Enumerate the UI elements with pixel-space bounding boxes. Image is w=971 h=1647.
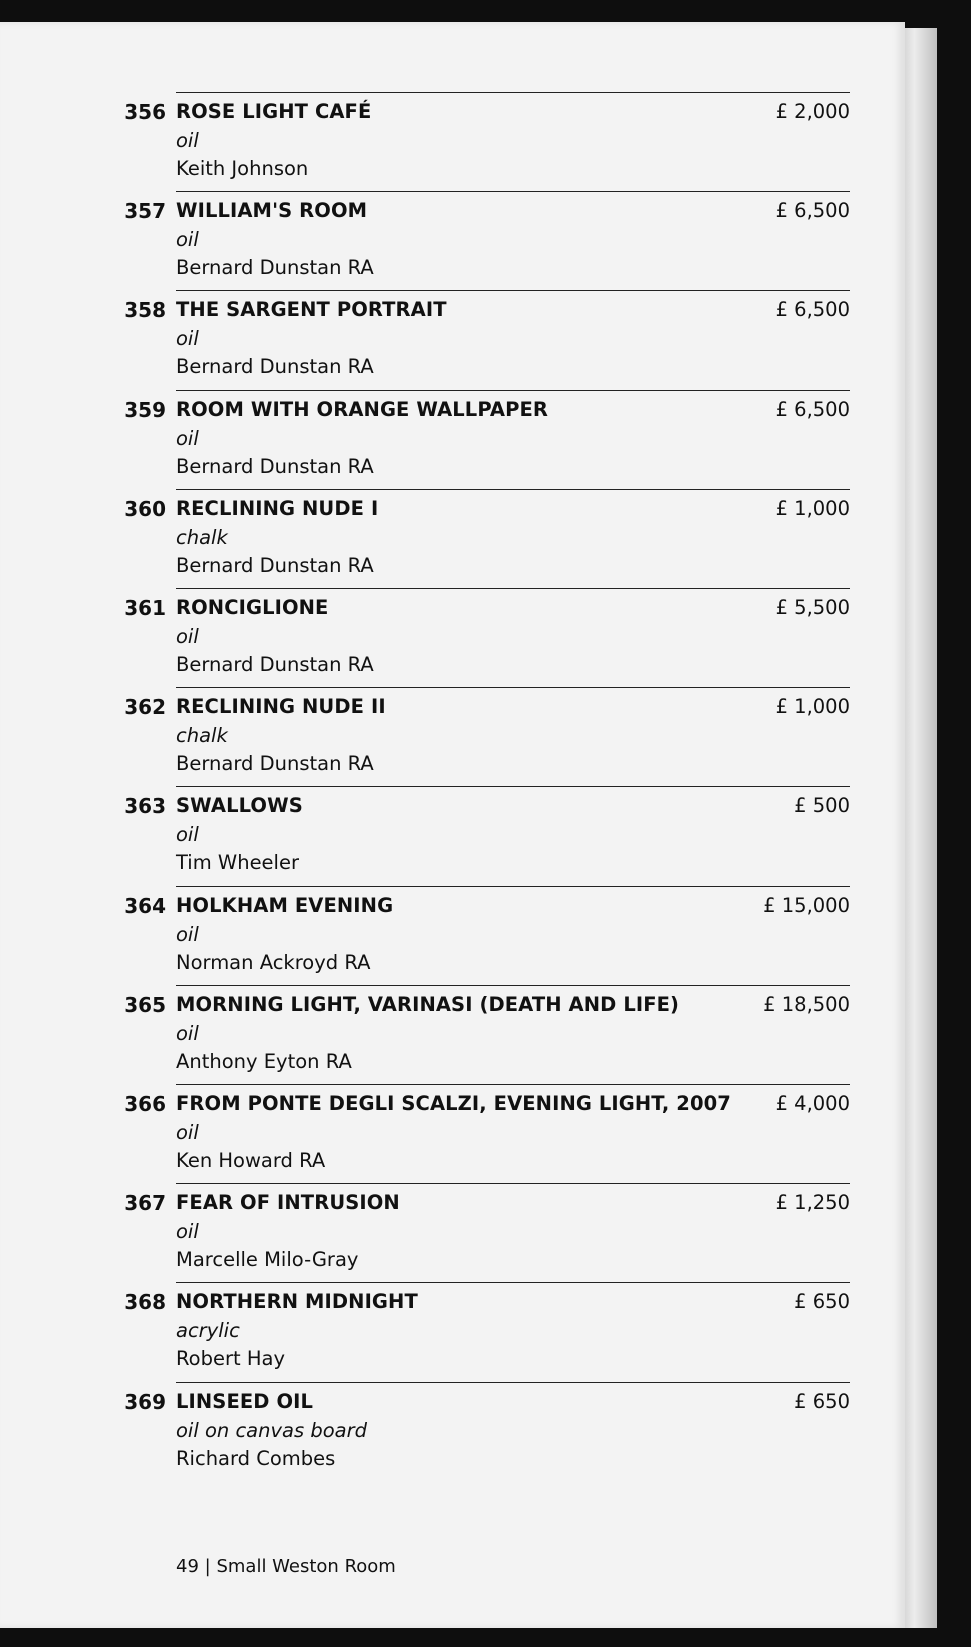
entry-rule — [176, 1382, 850, 1383]
entry-price: £ 2,000 — [775, 100, 850, 123]
entry-artist: Richard Combes — [176, 1446, 336, 1470]
entry-artist: Bernard Dunstan RA — [176, 653, 374, 676]
entry-price: £ 6,500 — [775, 199, 850, 223]
entry-number: 356 — [124, 100, 166, 124]
entry-number: 369 — [124, 1389, 166, 1414]
catalogue-entry — [0, 1382, 905, 1481]
entry-number: 367 — [124, 1191, 166, 1216]
entry-title: FEAR OF INTRUSION — [176, 1191, 400, 1215]
entry-artist: Robert Hay — [176, 1347, 285, 1371]
entry-medium: oil — [176, 625, 199, 648]
entry-number: 365 — [124, 992, 166, 1017]
entry-rule — [176, 1282, 850, 1283]
entry-title: RECLINING NUDE I — [176, 496, 379, 520]
catalogue-entry — [0, 489, 905, 588]
entry-medium: acrylic — [176, 1319, 240, 1343]
entry-title: SWALLOWS — [176, 794, 303, 818]
entry-price: £ 18,500 — [763, 992, 850, 1016]
entry-rule — [176, 985, 850, 986]
entry-rule — [176, 489, 850, 490]
entry-title: RECLINING NUDE II — [176, 695, 386, 719]
entry-rule — [176, 886, 850, 887]
entry-price: £ 1,250 — [775, 1191, 850, 1215]
page-edge — [905, 28, 937, 1628]
entry-rule — [176, 687, 850, 688]
page-footer — [176, 1556, 396, 1577]
entry-number: 359 — [124, 397, 166, 422]
entry-artist: Tim Wheeler — [176, 851, 299, 875]
page-number: 49 — [176, 1556, 199, 1577]
catalogue-entry — [0, 92, 905, 191]
entry-medium: oil — [176, 426, 199, 450]
catalogue-entry — [0, 390, 905, 489]
entry-rule — [176, 1183, 850, 1184]
entry-medium: oil — [176, 327, 199, 351]
entry-title: FROM PONTE DEGLI SCALZI, EVENING LIGHT, 2007 — [176, 1092, 731, 1115]
catalogue-page — [0, 22, 905, 1628]
entry-price: £ 15,000 — [763, 893, 850, 917]
entry-artist: Bernard Dunstan RA — [176, 752, 374, 776]
entry-number: 368 — [124, 1290, 166, 1315]
entry-number: 360 — [124, 496, 166, 521]
catalogue-entry — [0, 1282, 905, 1381]
entry-medium: chalk — [176, 525, 228, 549]
entry-medium: oil — [176, 1021, 199, 1045]
entry-price: £ 4,000 — [775, 1092, 850, 1115]
entry-artist: Anthony Eyton RA — [176, 1049, 352, 1073]
entry-price: £ 650 — [794, 1290, 850, 1314]
catalogue-entry — [0, 985, 905, 1084]
entry-artist: Ken Howard RA — [176, 1149, 326, 1172]
entry-medium: oil — [176, 228, 199, 252]
entry-artist: Norman Ackroyd RA — [176, 950, 371, 974]
entry-title: MORNING LIGHT, VARINASI (DEATH AND LIFE) — [176, 992, 680, 1016]
entry-price: £ 6,500 — [775, 298, 850, 322]
entry-title: NORTHERN MIDNIGHT — [176, 1290, 418, 1314]
entry-price: £ 650 — [794, 1389, 850, 1413]
entry-title: THE SARGENT PORTRAIT — [176, 298, 447, 322]
entry-number: 366 — [124, 1092, 166, 1116]
footer-separator: | — [204, 1556, 211, 1577]
entry-artist: Bernard Dunstan RA — [176, 454, 374, 478]
catalogue-entry — [0, 191, 905, 290]
catalogue-entry — [0, 1084, 905, 1183]
entry-rule — [176, 390, 850, 391]
entry-medium: oil — [176, 823, 199, 847]
entry-rule — [176, 92, 850, 93]
entry-artist: Keith Johnson — [176, 157, 309, 180]
entry-title: WILLIAM'S ROOM — [176, 199, 368, 223]
entry-price: £ 6,500 — [775, 397, 850, 421]
entry-number: 363 — [124, 794, 166, 819]
entry-rule — [176, 588, 850, 589]
entry-price: £ 5,500 — [775, 596, 850, 619]
entry-number: 357 — [124, 199, 166, 224]
entry-medium: oil — [176, 1220, 199, 1244]
catalogue-entry — [0, 786, 905, 885]
entry-number: 364 — [124, 893, 166, 918]
entry-rule — [176, 191, 850, 192]
entry-number: 358 — [124, 298, 166, 323]
catalogue-entry — [0, 1183, 905, 1282]
entry-title: ROSE LIGHT CAFÉ — [176, 100, 372, 123]
entry-artist: Bernard Dunstan RA — [176, 553, 374, 577]
entry-number: 361 — [124, 596, 166, 620]
entry-medium: oil — [176, 922, 199, 946]
entry-title: LINSEED OIL — [176, 1389, 314, 1413]
catalogue-entry — [0, 290, 905, 389]
entry-number: 362 — [124, 695, 166, 720]
entry-rule — [176, 290, 850, 291]
room-name: Small Weston Room — [216, 1556, 396, 1577]
entry-medium: chalk — [176, 724, 228, 748]
entry-artist: Bernard Dunstan RA — [176, 355, 374, 379]
entry-artist: Marcelle Milo-Gray — [176, 1248, 359, 1272]
entry-title: HOLKHAM EVENING — [176, 893, 394, 917]
entry-price: £ 500 — [794, 794, 850, 818]
entry-price: £ 1,000 — [775, 695, 850, 719]
entry-title: ROOM WITH ORANGE WALLPAPER — [176, 397, 549, 421]
entry-rule — [176, 786, 850, 787]
catalogue-entry — [0, 886, 905, 985]
entry-price: £ 1,000 — [775, 496, 850, 520]
entry-medium: oil — [176, 129, 199, 152]
catalogue-entry — [0, 687, 905, 786]
entry-medium: oil — [176, 1121, 199, 1144]
catalogue-entry — [0, 588, 905, 687]
entry-rule — [176, 1084, 850, 1085]
entry-artist: Bernard Dunstan RA — [176, 256, 374, 280]
entry-medium: oil on canvas board — [176, 1418, 367, 1442]
entry-title: RONCIGLIONE — [176, 596, 329, 619]
